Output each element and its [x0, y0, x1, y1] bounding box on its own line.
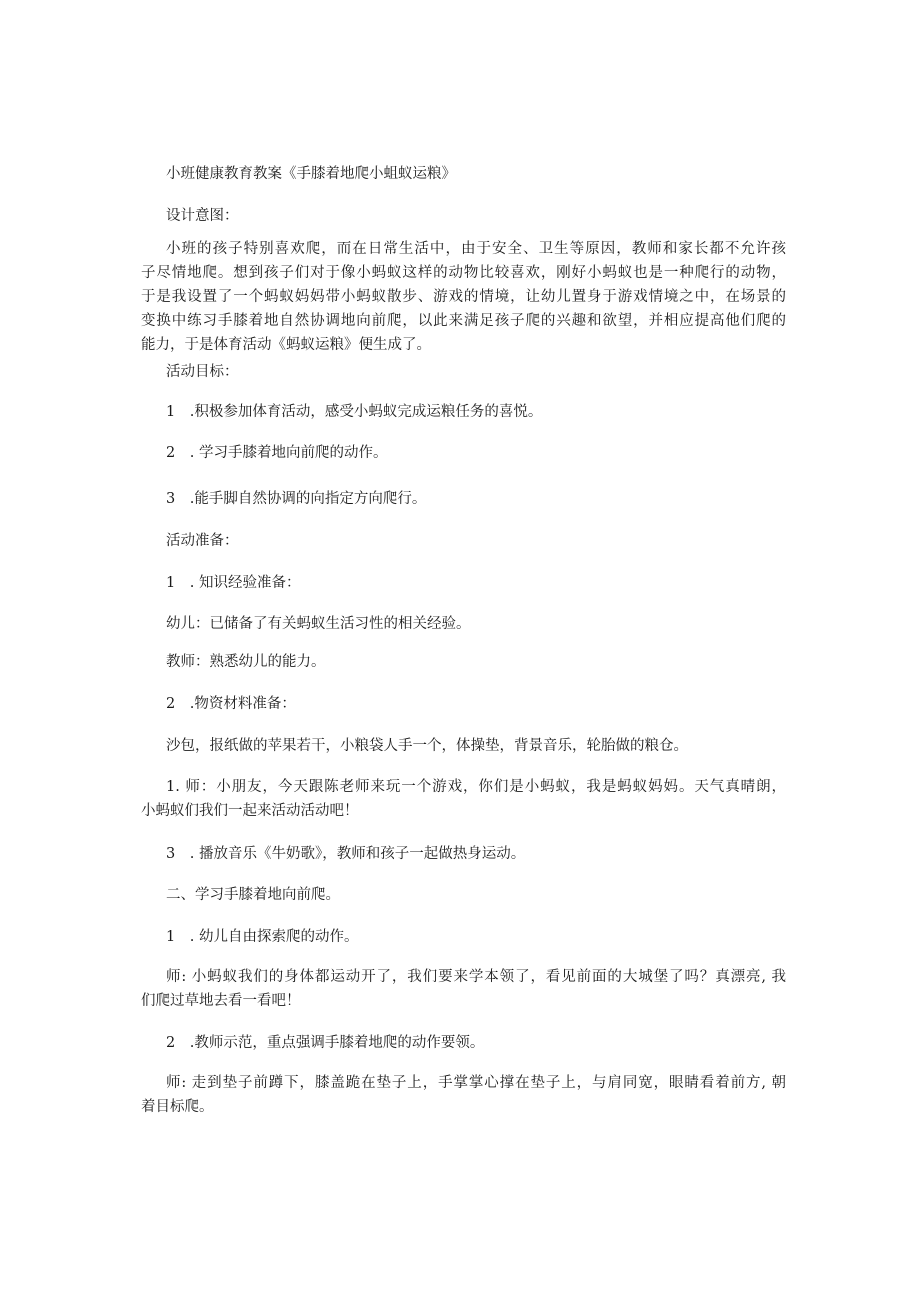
goals-heading: 活动目标：: [166, 364, 239, 380]
materials-list: 沙包，报纸做的苹果若干，小粮袋人手一个，体操垫，背景音乐，轮胎做的粮仓。: [166, 738, 688, 754]
teacher-line: 们爬过草地去看一看吧！: [141, 993, 301, 1009]
design-line: 于是我设置了一个蚂蚁妈妈带小蚂蚁散步、游戏的情境，让幼儿置身于游戏情境之中，在场景的: [141, 289, 786, 305]
teacher-line: 着目标爬。: [141, 1099, 214, 1115]
prep-item: 2 .物资材料准备：: [166, 696, 296, 712]
design-line: 子尽情地爬。想到孩子们对于像小蚂蚁这样的动物比较喜欢，刚好小蚂蚁也是一种爬行的动物，: [141, 265, 786, 281]
design-paragraph: [141, 237, 786, 357]
step1-line: 1. 师：小朋友，今天跟陈老师来玩一个游戏，你们是小蚂蚁，我是蚂蚁妈妈。天气真晴朗，: [166, 779, 786, 795]
teacher-speech-2-cont: [141, 1095, 786, 1119]
step1-paragraph-cont: [141, 799, 786, 823]
design-line: 变换中练习手膝着地自然协调地向前爬，以此来满足孩子爬的兴趣和欲望，并相应提高他们爬的: [141, 313, 786, 329]
prep-child: 幼儿：已储备了有关蚂蚁生活习性的相关经验。: [166, 616, 471, 632]
step1-line: 小蚂蚁们我们一起来活动活动吧！: [141, 803, 359, 819]
goal-item: 3 .能手脚自然协调的向指定方向爬行。: [166, 491, 427, 507]
section-heading: 二、学习手膝着地向前爬。: [166, 887, 340, 903]
teacher-line: 师: 走到垫子前蹲下，膝盖跪在垫子上，手掌掌心撑在垫子上，与肩同宽，眼睛看着前方, 朝: [166, 1075, 786, 1091]
teacher-speech-1-cont: [141, 989, 786, 1013]
document-title: 小班健康教育教案《手膝着地爬小蛆蚁运粮》: [166, 166, 456, 182]
prep-heading: 活动准备：: [166, 533, 239, 549]
section-item: 1 . 幼儿自由探索爬的动作。: [166, 929, 359, 945]
section-item: 2 .教师示范，重点强调手膝着地爬的动作要领。: [166, 1035, 485, 1051]
design-line: 能力，于是体育活动《蚂蚁运粮》便生成了。: [141, 337, 431, 353]
teacher-line: 师: 小蚂蚁我们的身体都运动开了，我们要来学本领了，看见前面的大城堡了吗？真漂亮, 我: [166, 969, 786, 985]
prep-teacher: 教师：熟悉幼儿的能力。: [166, 654, 326, 670]
step1-paragraph: [166, 775, 786, 799]
goal-item: 2 . 学习手膝着地向前爬的动作。: [166, 445, 388, 461]
teacher-speech-2: [166, 1071, 786, 1095]
step3: 3 . 播放音乐《牛奶歌》，教师和孩子一起做热身运动。: [166, 846, 526, 862]
goal-item: 1 .积极参加体育活动，感受小蚂蚁完成运粮任务的喜悦。: [166, 404, 543, 420]
design-heading: 设计意图：: [166, 208, 239, 224]
design-line: 小班的孩子特别喜欢爬，而在日常生活中，由于安全、卫生等原因，教师和家长都不允许孩: [166, 241, 786, 257]
prep-item: 1 . 知识经验准备：: [166, 575, 301, 591]
teacher-speech-1: [166, 965, 786, 989]
